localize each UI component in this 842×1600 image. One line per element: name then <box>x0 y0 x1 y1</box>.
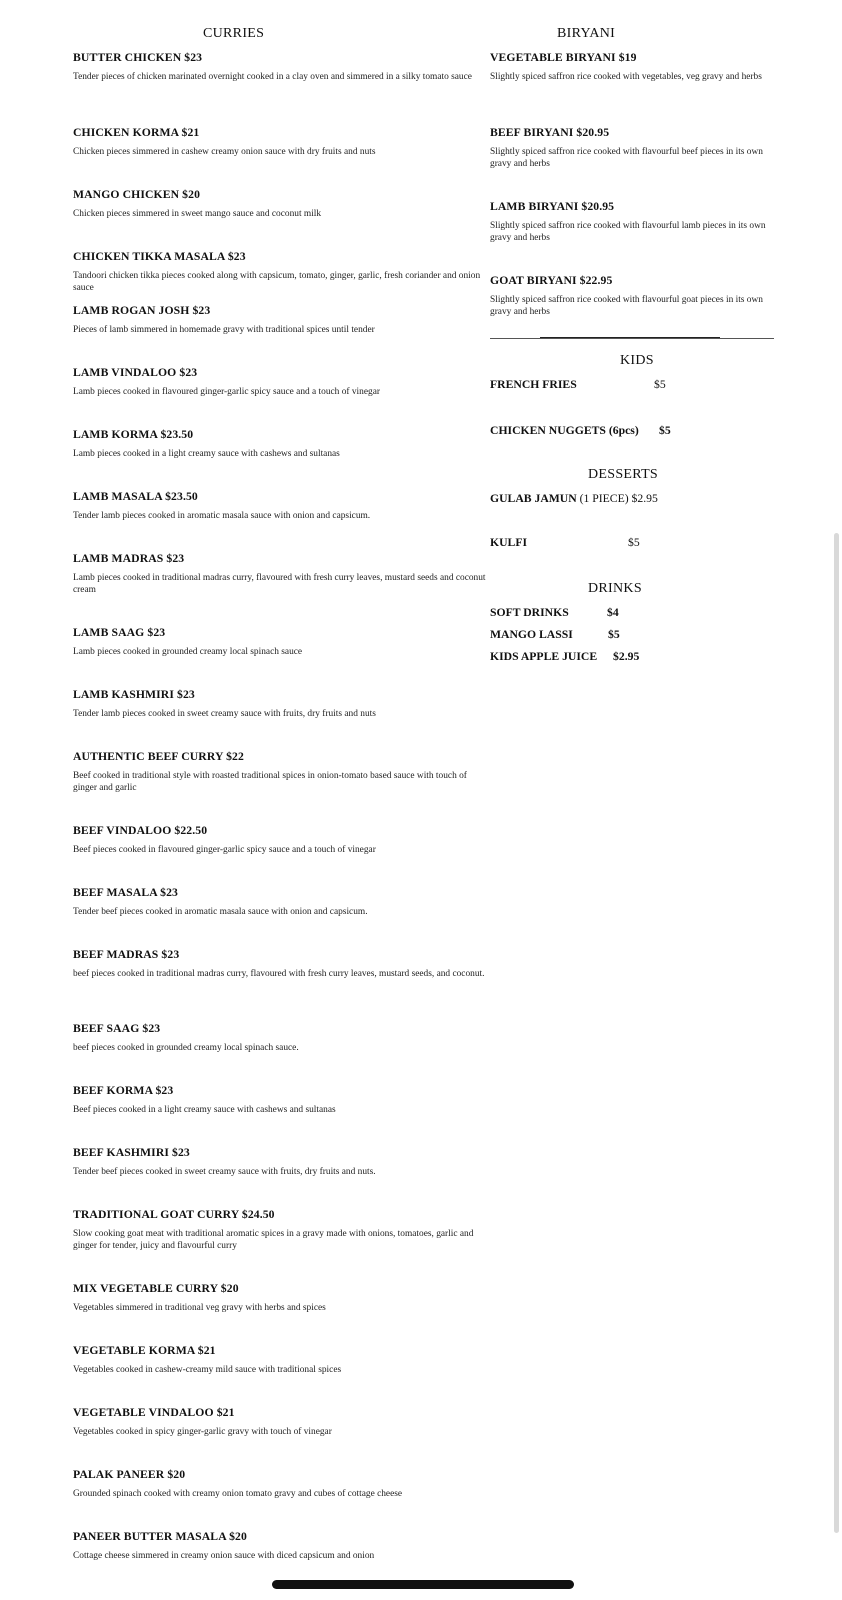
menu-item-description: beef pieces cooked in grounded creamy local spinach sauce. <box>73 1043 299 1053</box>
menu-item-title: LAMB ROGAN JOSH $23 <box>73 304 211 317</box>
kids-heading: KIDS <box>620 353 654 368</box>
menu-item-description: Chicken pieces simmered in sweet mango sauce and coconut milk <box>73 209 322 219</box>
menu-item-title: VEGETABLE BIRYANI $19 <box>490 51 637 64</box>
menu-item-description: Tender lamb pieces cooked in aromatic masala sauce with onion and capsicum. <box>73 511 371 521</box>
menu-item-description: Vegetables cooked in spicy ginger-garlic gravy with touch of vinegar <box>73 1427 332 1437</box>
menu-item <box>490 51 775 83</box>
menu-item-title: VEGETABLE VINDALOO $21 <box>73 1406 235 1419</box>
menu-item <box>73 1146 488 1178</box>
kids-item-price: $5 <box>659 424 671 437</box>
menu-item-description: Pieces of lamb simmered in homemade gravy with traditional spices until tender <box>73 325 375 335</box>
kids-item-name: FRENCH FRIES <box>490 378 577 391</box>
menu-item-title: MANGO CHICKEN $20 <box>73 188 201 201</box>
section-divider-accent <box>540 337 720 338</box>
menu-item-title: GOAT BIRYANI $22.95 <box>490 274 613 287</box>
menu-item <box>73 1406 488 1438</box>
menu-item-title: CHICKEN KORMA $21 <box>73 126 200 139</box>
menu-item-description: Lamb pieces cooked in grounded creamy local spinach sauce <box>73 647 303 657</box>
home-indicator[interactable] <box>272 1580 574 1589</box>
menu-item-description: Tender beef pieces cooked in sweet creamy sauce with fruits, dry fruits and nuts. <box>73 1167 376 1177</box>
menu-item-title: LAMB MASALA $23.50 <box>73 490 198 503</box>
menu-item-description: Slightly spiced saffron rice cooked with flavourful beef pieces in its own gravy and herbs <box>490 147 763 169</box>
menu-item <box>73 626 488 658</box>
menu-item-description: Tender lamb pieces cooked in sweet creamy sauce with fruits, dry fruits and nuts <box>73 709 376 719</box>
menu-item-title: LAMB SAAG $23 <box>73 626 166 639</box>
menu-item <box>73 188 488 220</box>
menu-item-title: BEEF SAAG $23 <box>73 1022 161 1035</box>
menu-item-description: Lamb pieces cooked in a light creamy sauce with cashews and sultanas <box>73 449 340 459</box>
menu-item-title: LAMB KORMA $23.50 <box>73 428 194 441</box>
menu-item <box>73 1344 488 1376</box>
menu-item <box>73 51 488 83</box>
menu-item-description: Grounded spinach cooked with creamy onion tomato gravy and cubes of cottage cheese <box>73 1489 403 1499</box>
biryani-heading: BIRYANI <box>557 26 616 41</box>
menu-item-title: BEEF MASALA $23 <box>73 886 178 899</box>
menu-item-title: LAMB MADRAS $23 <box>73 552 185 565</box>
menu-item <box>73 688 488 720</box>
drink-item-price: $2.95 <box>613 650 640 663</box>
menu-item-title: LAMB VINDALOO $23 <box>73 366 198 379</box>
menu-item <box>73 304 488 336</box>
menu-item-description: Slow cooking goat meat with traditional aromatic spices in a gravy made with onions, tomatoes, garlic and ginger for tender, juicy and flavourful curry <box>73 1229 474 1251</box>
menu-item <box>73 1022 488 1054</box>
menu-item-title: BEEF VINDALOO $22.50 <box>73 824 208 837</box>
dessert-item-name: GULAB JAMUN <box>490 492 577 505</box>
menu-item-title: VEGETABLE KORMA $21 <box>73 1344 216 1357</box>
menu-item <box>490 200 775 244</box>
menu-item-description: Beef pieces cooked in flavoured ginger-garlic spicy sauce and a touch of vinegar <box>73 845 376 855</box>
dessert-item-price: $5 <box>628 536 640 549</box>
menu-item-description: Slightly spiced saffron rice cooked with vegetables, veg gravy and herbs <box>490 72 762 82</box>
desserts-heading: DESSERTS <box>588 467 659 482</box>
menu-item-description: Lamb pieces cooked in traditional madras curry, flavoured with fresh curry leaves, mustard seeds and coconut cream <box>73 573 486 595</box>
menu-item-title: TRADITIONAL GOAT CURRY $24.50 <box>73 1208 275 1221</box>
menu-item <box>490 274 775 318</box>
menu-item-title: BUTTER CHICKEN $23 <box>73 51 203 64</box>
menu-item-title: BEEF KASHMIRI $23 <box>73 1146 190 1159</box>
curries-heading: CURRIES <box>203 26 265 41</box>
menu-item <box>73 948 488 980</box>
menu-item-description: Vegetables cooked in cashew-creamy mild sauce with traditional spices <box>73 1365 342 1375</box>
menu-item-title: CHICKEN TIKKA MASALA $23 <box>73 250 246 263</box>
menu-item-title: LAMB BIRYANI $20.95 <box>490 200 615 213</box>
menu-item <box>73 428 488 460</box>
menu-item-description: Beef pieces cooked in a light creamy sauce with cashews and sultanas <box>73 1105 336 1115</box>
menu-item-title: LAMB KASHMIRI $23 <box>73 688 195 701</box>
kids-item-price: $5 <box>654 378 666 391</box>
menu-item <box>490 126 775 170</box>
kids-item-name: CHICKEN NUGGETS (6pcs) <box>490 424 639 437</box>
menu-item-title: PANEER BUTTER MASALA $20 <box>73 1530 247 1543</box>
drink-item-price: $5 <box>608 628 620 641</box>
menu-item <box>73 1208 488 1252</box>
menu-item-description: Beef cooked in traditional style with roasted traditional spices in onion-tomato based sauce with touch of ginger and garlic <box>73 771 467 793</box>
menu-item-description: Tandoori chicken tikka pieces cooked along with capsicum, tomato, ginger, garlic, fresh coriander and onion sauce <box>73 271 481 293</box>
menu-item-description: Lamb pieces cooked in flavoured ginger-garlic spicy sauce and a touch of vinegar <box>73 387 380 397</box>
menu-item <box>73 1530 488 1562</box>
menu-item <box>73 250 488 294</box>
drink-item-name: SOFT DRINKS <box>490 606 569 619</box>
menu-item-title: MIX VEGETABLE CURRY $20 <box>73 1282 239 1295</box>
menu-item-title: AUTHENTIC BEEF CURRY $22 <box>73 750 244 763</box>
menu-item <box>73 886 488 918</box>
drink-item-price: $4 <box>607 606 619 619</box>
menu-item-title: PALAK PANEER $20 <box>73 1468 186 1481</box>
drink-item-name: MANGO LASSI <box>490 628 573 641</box>
section-divider <box>490 338 774 339</box>
menu-item-description: Slightly spiced saffron rice cooked with flavourful goat pieces in its own gravy and herbs <box>490 295 763 317</box>
menu-item <box>73 126 488 158</box>
menu-item-description: Slightly spiced saffron rice cooked with flavourful lamb pieces in its own gravy and herbs <box>490 221 766 243</box>
menu-item-title: BEEF MADRAS $23 <box>73 948 180 961</box>
dessert-item <box>490 492 658 506</box>
menu-item-description: beef pieces cooked in traditional madras curry, flavoured with fresh curry leaves, mustard seeds, and coconut. <box>73 969 485 979</box>
menu-item-description: Cottage cheese simmered in creamy onion sauce with diced capsicum and onion <box>73 1551 375 1561</box>
menu-item-description: Chicken pieces simmered in cashew creamy onion sauce with dry fruits and nuts <box>73 147 376 157</box>
menu-item-description: Tender pieces of chicken marinated overnight cooked in a clay oven and simmered in a silky tomato sauce <box>73 72 472 82</box>
menu-item <box>73 490 488 522</box>
menu-item <box>73 1084 488 1116</box>
dessert-item-price: (1 PIECE) $2.95 <box>579 492 658 505</box>
vertical-scrollbar[interactable] <box>834 533 839 1533</box>
dessert-item-name: KULFI <box>490 536 528 549</box>
menu-item-description: Vegetables simmered in traditional veg gravy with herbs and spices <box>73 1303 326 1313</box>
drinks-heading: DRINKS <box>588 581 642 596</box>
menu-item-description: Tender beef pieces cooked in aromatic masala sauce with onion and capsicum. <box>73 907 368 917</box>
drink-item-name: KIDS APPLE JUICE <box>490 650 598 663</box>
menu-item <box>73 552 488 596</box>
menu-item <box>73 750 488 794</box>
menu-item-title: BEEF BIRYANI $20.95 <box>490 126 610 139</box>
menu-item <box>73 1282 488 1314</box>
menu-item <box>73 824 488 856</box>
menu-item <box>73 1468 488 1500</box>
menu-item-title: BEEF KORMA $23 <box>73 1084 174 1097</box>
menu-item <box>73 366 488 398</box>
